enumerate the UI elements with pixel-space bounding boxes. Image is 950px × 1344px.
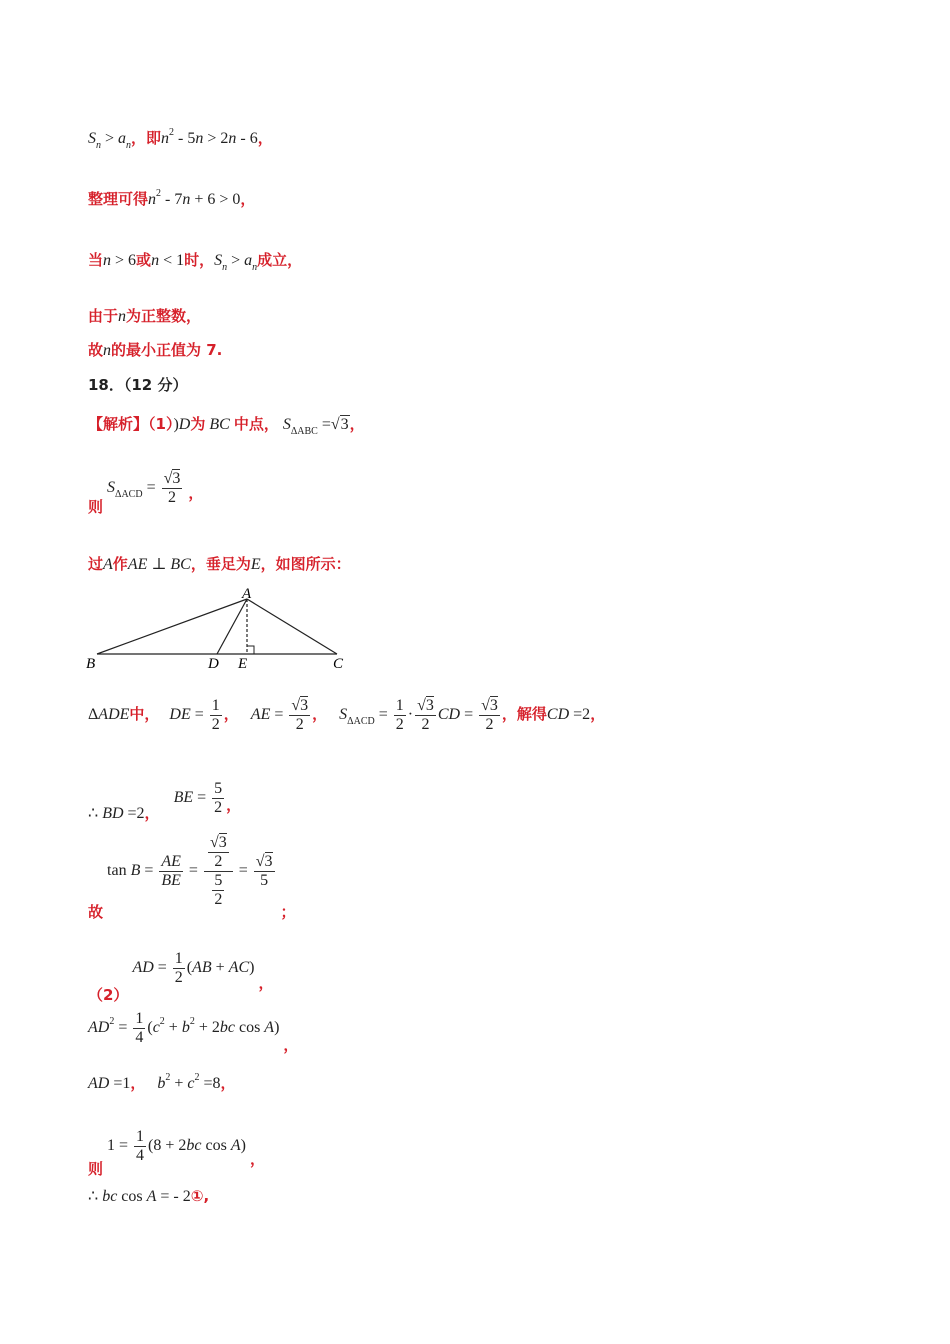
label-c: C <box>333 656 344 672</box>
right-angle-mark <box>247 646 254 654</box>
line-substitute: 则 1 = $\frac{1}{4}$ (8 + 2bc cos A) ， <box>88 1128 265 1179</box>
line-ade: ΔADE中， DE = $\frac{1}{2}$ ， AE = $\frac{√3}{2}$ ， $S_{\Delta ACD}$ = $\frac{1}{2}$ · $\frac{√3}{2}$ CD = $\frac{√3}{2}$ ，解得CD =2， <box>88 697 606 733</box>
line-vector-ad: （2） AD = $\frac{1}{2}$ (AB + AC) ， <box>88 950 274 1005</box>
line-sn-gt-an: $S_n > a_n$，即$n^2 - 5n > 2n - 6$， <box>88 127 273 151</box>
label-a: A <box>242 586 252 602</box>
line-condition: 当n > 6或n < 1时，$S_n > a_n$成立， <box>88 251 303 273</box>
triangle-figure <box>80 582 360 674</box>
line-area-acd: 则 $S_{\Delta ACD}$ = $\frac{√3}{2}$ ， <box>88 470 204 517</box>
line-analysis-1: 【解析】（1）)D为 BC 中点， $S_{\Delta ABC} =√3$， <box>88 415 365 437</box>
line-min-value: 故n的最小正值为 7. <box>88 341 223 359</box>
label-e: E <box>238 656 248 672</box>
line-result: ∴ bc cos A = - 2①, <box>88 1187 210 1205</box>
line-rearranged: 整理可得$n^2 - 7n + 6 > 0$， <box>88 188 256 208</box>
line-bd-be: ∴ BD =2， BE = $\frac{5}{2}$ ， <box>88 780 242 823</box>
problem-18-title: 18．（12 分） <box>88 376 188 394</box>
line-integer: 由于n为正整数， <box>88 307 202 325</box>
line-perpendicular: 过A作AE ⊥ BC，垂足为E，如图所示： <box>88 555 351 573</box>
segment-ad <box>217 599 247 654</box>
label-d: D <box>208 656 219 672</box>
line-tan-b: 故 tan B = $\frac{AE}{BE}$ = $\frac{\frac{√3}{2}}{\frac{5}{2}}$ = $\frac{√3}{5}$ ； <box>88 834 296 922</box>
label-b: B <box>86 656 96 672</box>
line-given: AD =1， $b^2 + c^2 =8$， <box>88 1072 236 1092</box>
line-ad-squared: $AD^2$ = $\frac{1}{4}$ ($c^2 + b^2 + 2bc$ cos A) ， <box>88 1010 299 1055</box>
segment-ac <box>247 599 337 654</box>
segment-ab <box>97 599 247 654</box>
